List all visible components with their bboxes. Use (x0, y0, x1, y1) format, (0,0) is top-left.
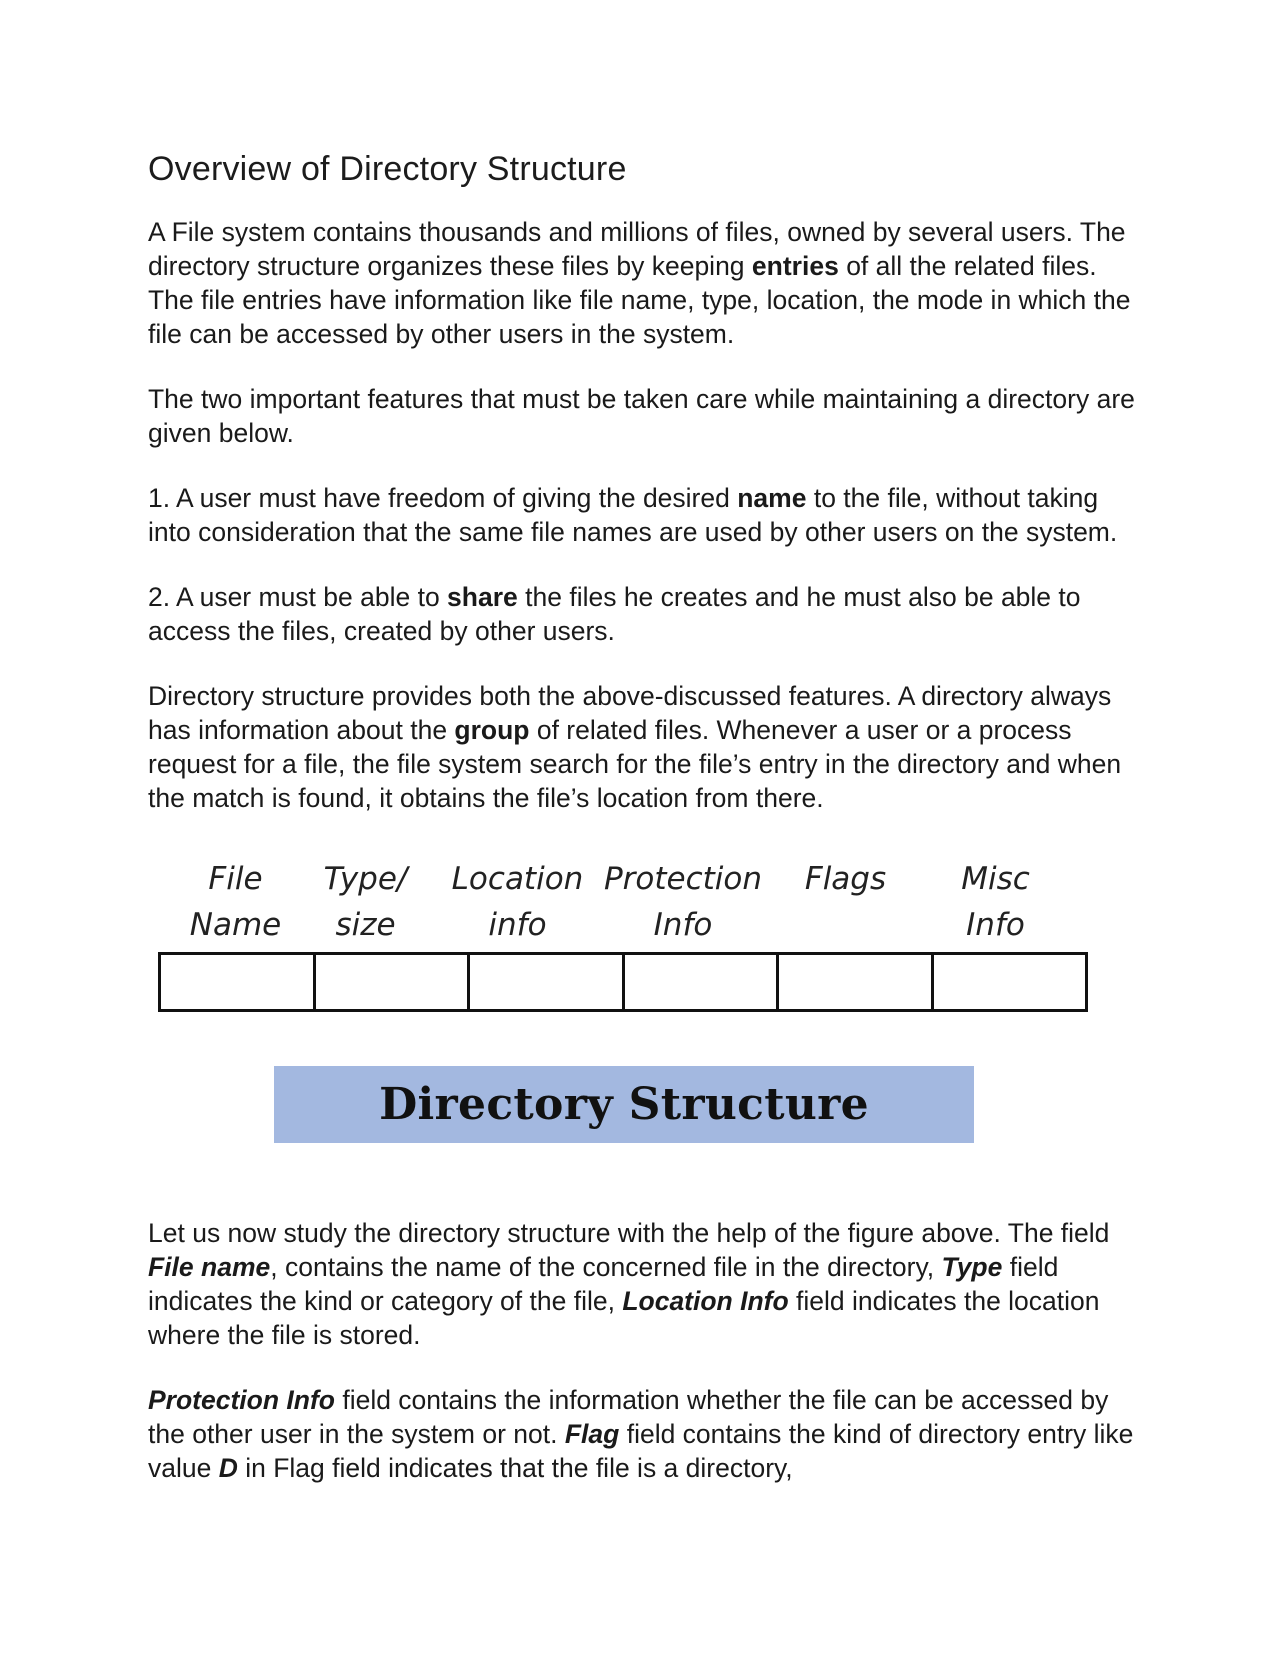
bold-term-group: group (454, 715, 530, 745)
bold-italic-flag: Flag (564, 1419, 620, 1449)
text-span: field contains the information whether the file can be accessed by the other user in the system or not. (148, 1385, 1109, 1449)
bold-italic-location-info: Location Info (622, 1286, 789, 1316)
paragraph-feature-1 (148, 481, 1138, 549)
paragraph-fields (148, 1216, 1138, 1352)
column-label-misc-info: Misc Info (961, 861, 1030, 943)
bold-term-share: share (447, 582, 518, 612)
entry-cell-location-info (470, 955, 625, 1009)
text-span: 2. A user must be able to (148, 582, 448, 612)
figure-caption: Directory Structure (379, 1079, 869, 1130)
text-span: field contains the kind of directory entry like value (148, 1419, 1134, 1483)
paragraph-protection (148, 1383, 1138, 1485)
figure-caption-box (274, 1066, 974, 1143)
paragraph-feature-2 (148, 580, 1138, 648)
page-title: Overview of Directory Structure (148, 150, 627, 188)
bold-italic-protection-info: Protection Info (148, 1385, 335, 1415)
bold-italic-type: Type (941, 1252, 1003, 1282)
text-span: The two important features that must be taken care while maintaining a directory are given below. (148, 384, 1135, 448)
text-span: in Flag field indicates that the file is a directory, (237, 1453, 793, 1483)
text-span: field indicates the location where the file is stored. (148, 1286, 1100, 1350)
column-label-file-name: File Name (189, 861, 282, 943)
paragraph-directory (148, 679, 1138, 815)
column-label-flags: Flags (804, 861, 887, 897)
text-span: Let us now study the directory structure with the help of the figure above. The field (148, 1218, 1110, 1248)
text-span: the files he creates and he must also be able to access the files, created by other users. (148, 582, 1081, 646)
paragraph-features (148, 382, 1138, 450)
text-span: 1. A user must have freedom of giving the desired (148, 483, 738, 513)
column-label-location-info: Location info (451, 861, 584, 943)
column-label-protection-info: Protection Info (603, 861, 763, 943)
entry-cell-file-name (161, 955, 316, 1009)
column-label-type-size: Type/ size (323, 861, 408, 943)
text-span: to the file, without taking into consideration that the same file names are used by other users on the system. (148, 483, 1118, 547)
text-span: of all the related files. The file entries have information like file name, type, location, the mode in which the file can be accessed by other users in the system. (148, 251, 1131, 349)
bold-term-entries: entries (751, 251, 839, 281)
column-labels (158, 856, 1088, 946)
bold-italic-file-name: File name (148, 1252, 271, 1282)
text-span: field indicates the kind or category of the file, (148, 1252, 1059, 1316)
directory-structure-figure (148, 846, 1138, 1216)
text-span: A File system contains thousands and millions of files, owned by several users. The directory structure organizes these files by keeping (148, 217, 1126, 281)
text-span: Directory structure provides both the above-discussed features. A directory always has information about the (148, 681, 1112, 745)
entry-cell-flags (779, 955, 934, 1009)
text-span: , contains the name of the concerned file in the directory, (270, 1252, 942, 1282)
entry-cell-type-size (316, 955, 471, 1009)
bold-italic-d: D (218, 1453, 238, 1483)
document-page (148, 150, 1138, 1516)
bold-term-name: name (737, 483, 807, 513)
entry-cell-misc-info (934, 955, 1086, 1009)
directory-entry-row (158, 952, 1088, 1012)
entry-cell-protection-info (625, 955, 780, 1009)
paragraph-intro (148, 215, 1138, 351)
text-span: of related files. Whenever a user or a process request for a file, the file system search for the file’s entry in the directory and when the match is found, it obtains the file’s location from there. (148, 715, 1122, 813)
